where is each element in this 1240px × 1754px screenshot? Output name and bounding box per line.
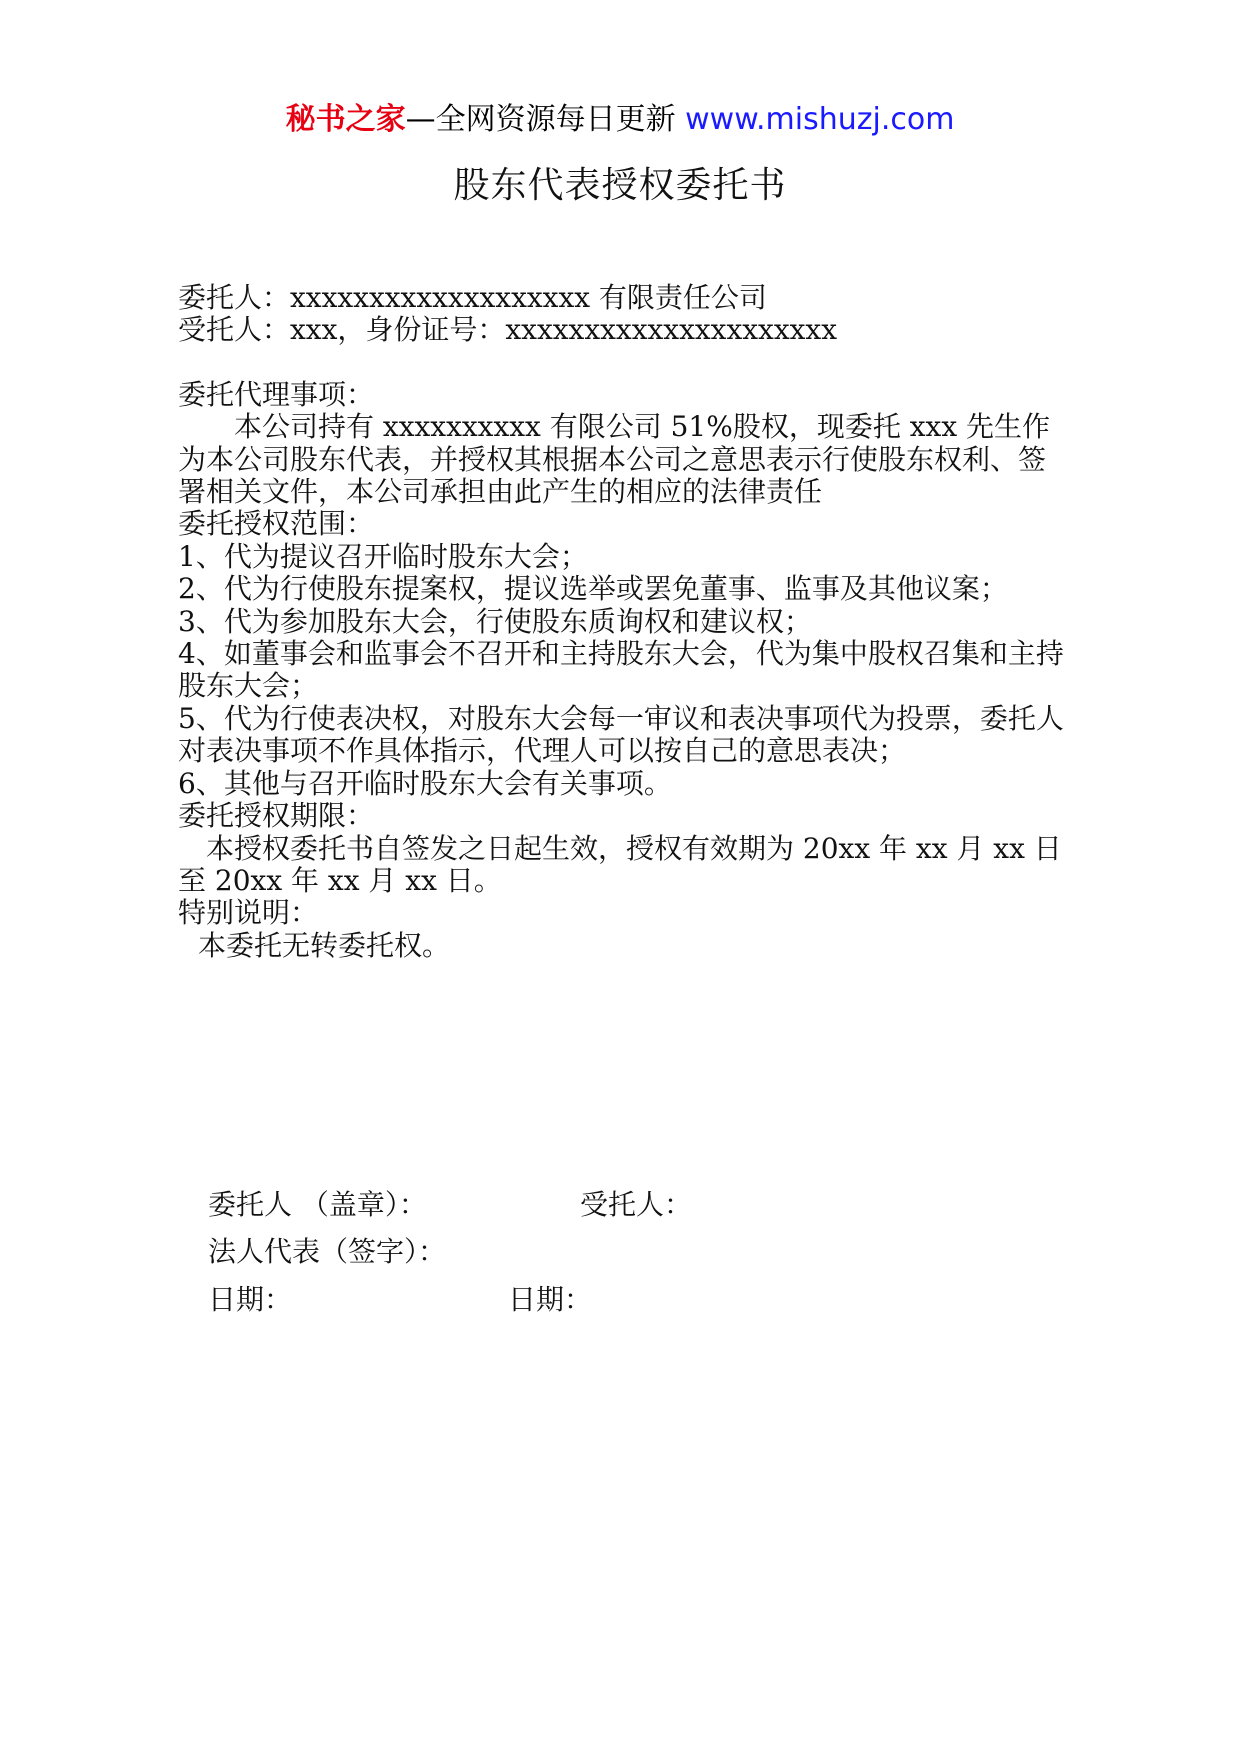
date-right-label: 日期： bbox=[508, 1283, 593, 1316]
document-title: 股东代表授权委托书 bbox=[453, 165, 787, 206]
site-banner bbox=[0, 100, 1240, 140]
scope-item: 4、如董事会和监事会不召开和主持股东大会，代为集中股权召集和主持股东大会； bbox=[178, 637, 1064, 703]
document-body bbox=[178, 282, 1068, 962]
scope-item: 3、代为参加股东大会，行使股东质询权和建议权； bbox=[178, 604, 812, 638]
matters-paragraph: 本公司持有 xxxxxxxxxx 有限公司 51%股权，现委托 xxx 先生作为本公司股东代表，并授权其根据本公司之意思表示行使股东权利、签署相关文件，本公司承担由此产生的相应的法律责任 bbox=[178, 410, 1051, 509]
special-paragraph: 本委托无转委托权。 bbox=[198, 928, 451, 962]
principal-seal-label: 委托人 （盖章）： bbox=[208, 1188, 427, 1221]
scope-item: 2、代为行使股东提案权，提议选举或罢免董事、监事及其他议案； bbox=[178, 572, 1008, 606]
matters-heading: 委托代理事项： bbox=[178, 377, 375, 411]
term-heading: 委托授权期限： bbox=[178, 799, 375, 833]
scope-heading: 委托授权范围： bbox=[178, 507, 375, 541]
term-paragraph: 本授权委托书自签发之日起生效，授权有效期为 20xx 年 xx 月 xx 日至 20xx 年 xx 月 xx 日。 bbox=[178, 831, 1062, 897]
date-left-label: 日期： bbox=[208, 1283, 293, 1316]
banner-slogan: —全网资源每日更新 bbox=[405, 102, 676, 137]
site-url-link[interactable]: www.mishuzj.com bbox=[685, 102, 955, 137]
agent-line: 受托人：xxx，身份证号：xxxxxxxxxxxxxxxxxxxxx bbox=[178, 313, 837, 347]
principal-line: 委托人：xxxxxxxxxxxxxxxxxxx 有限责任公司 bbox=[178, 281, 767, 314]
scope-item: 5、代为行使表决权，对股东大会每一审议和表决事项代为投票，委托人对表决事项不作具体指示，代理人可以按自己的意思表决； bbox=[178, 701, 1064, 768]
scope-item: 1、代为提议召开临时股东大会； bbox=[178, 539, 588, 573]
brand-name: 秘书之家 bbox=[285, 102, 406, 137]
agent-signature-label: 受托人： bbox=[580, 1188, 693, 1221]
spacer bbox=[178, 347, 1068, 379]
scope-item: 6、其他与召开临时股东大会有关事项。 bbox=[178, 766, 672, 800]
special-heading: 特别说明： bbox=[178, 896, 319, 930]
legal-rep-signature-label: 法人代表（签字）： bbox=[208, 1235, 447, 1268]
